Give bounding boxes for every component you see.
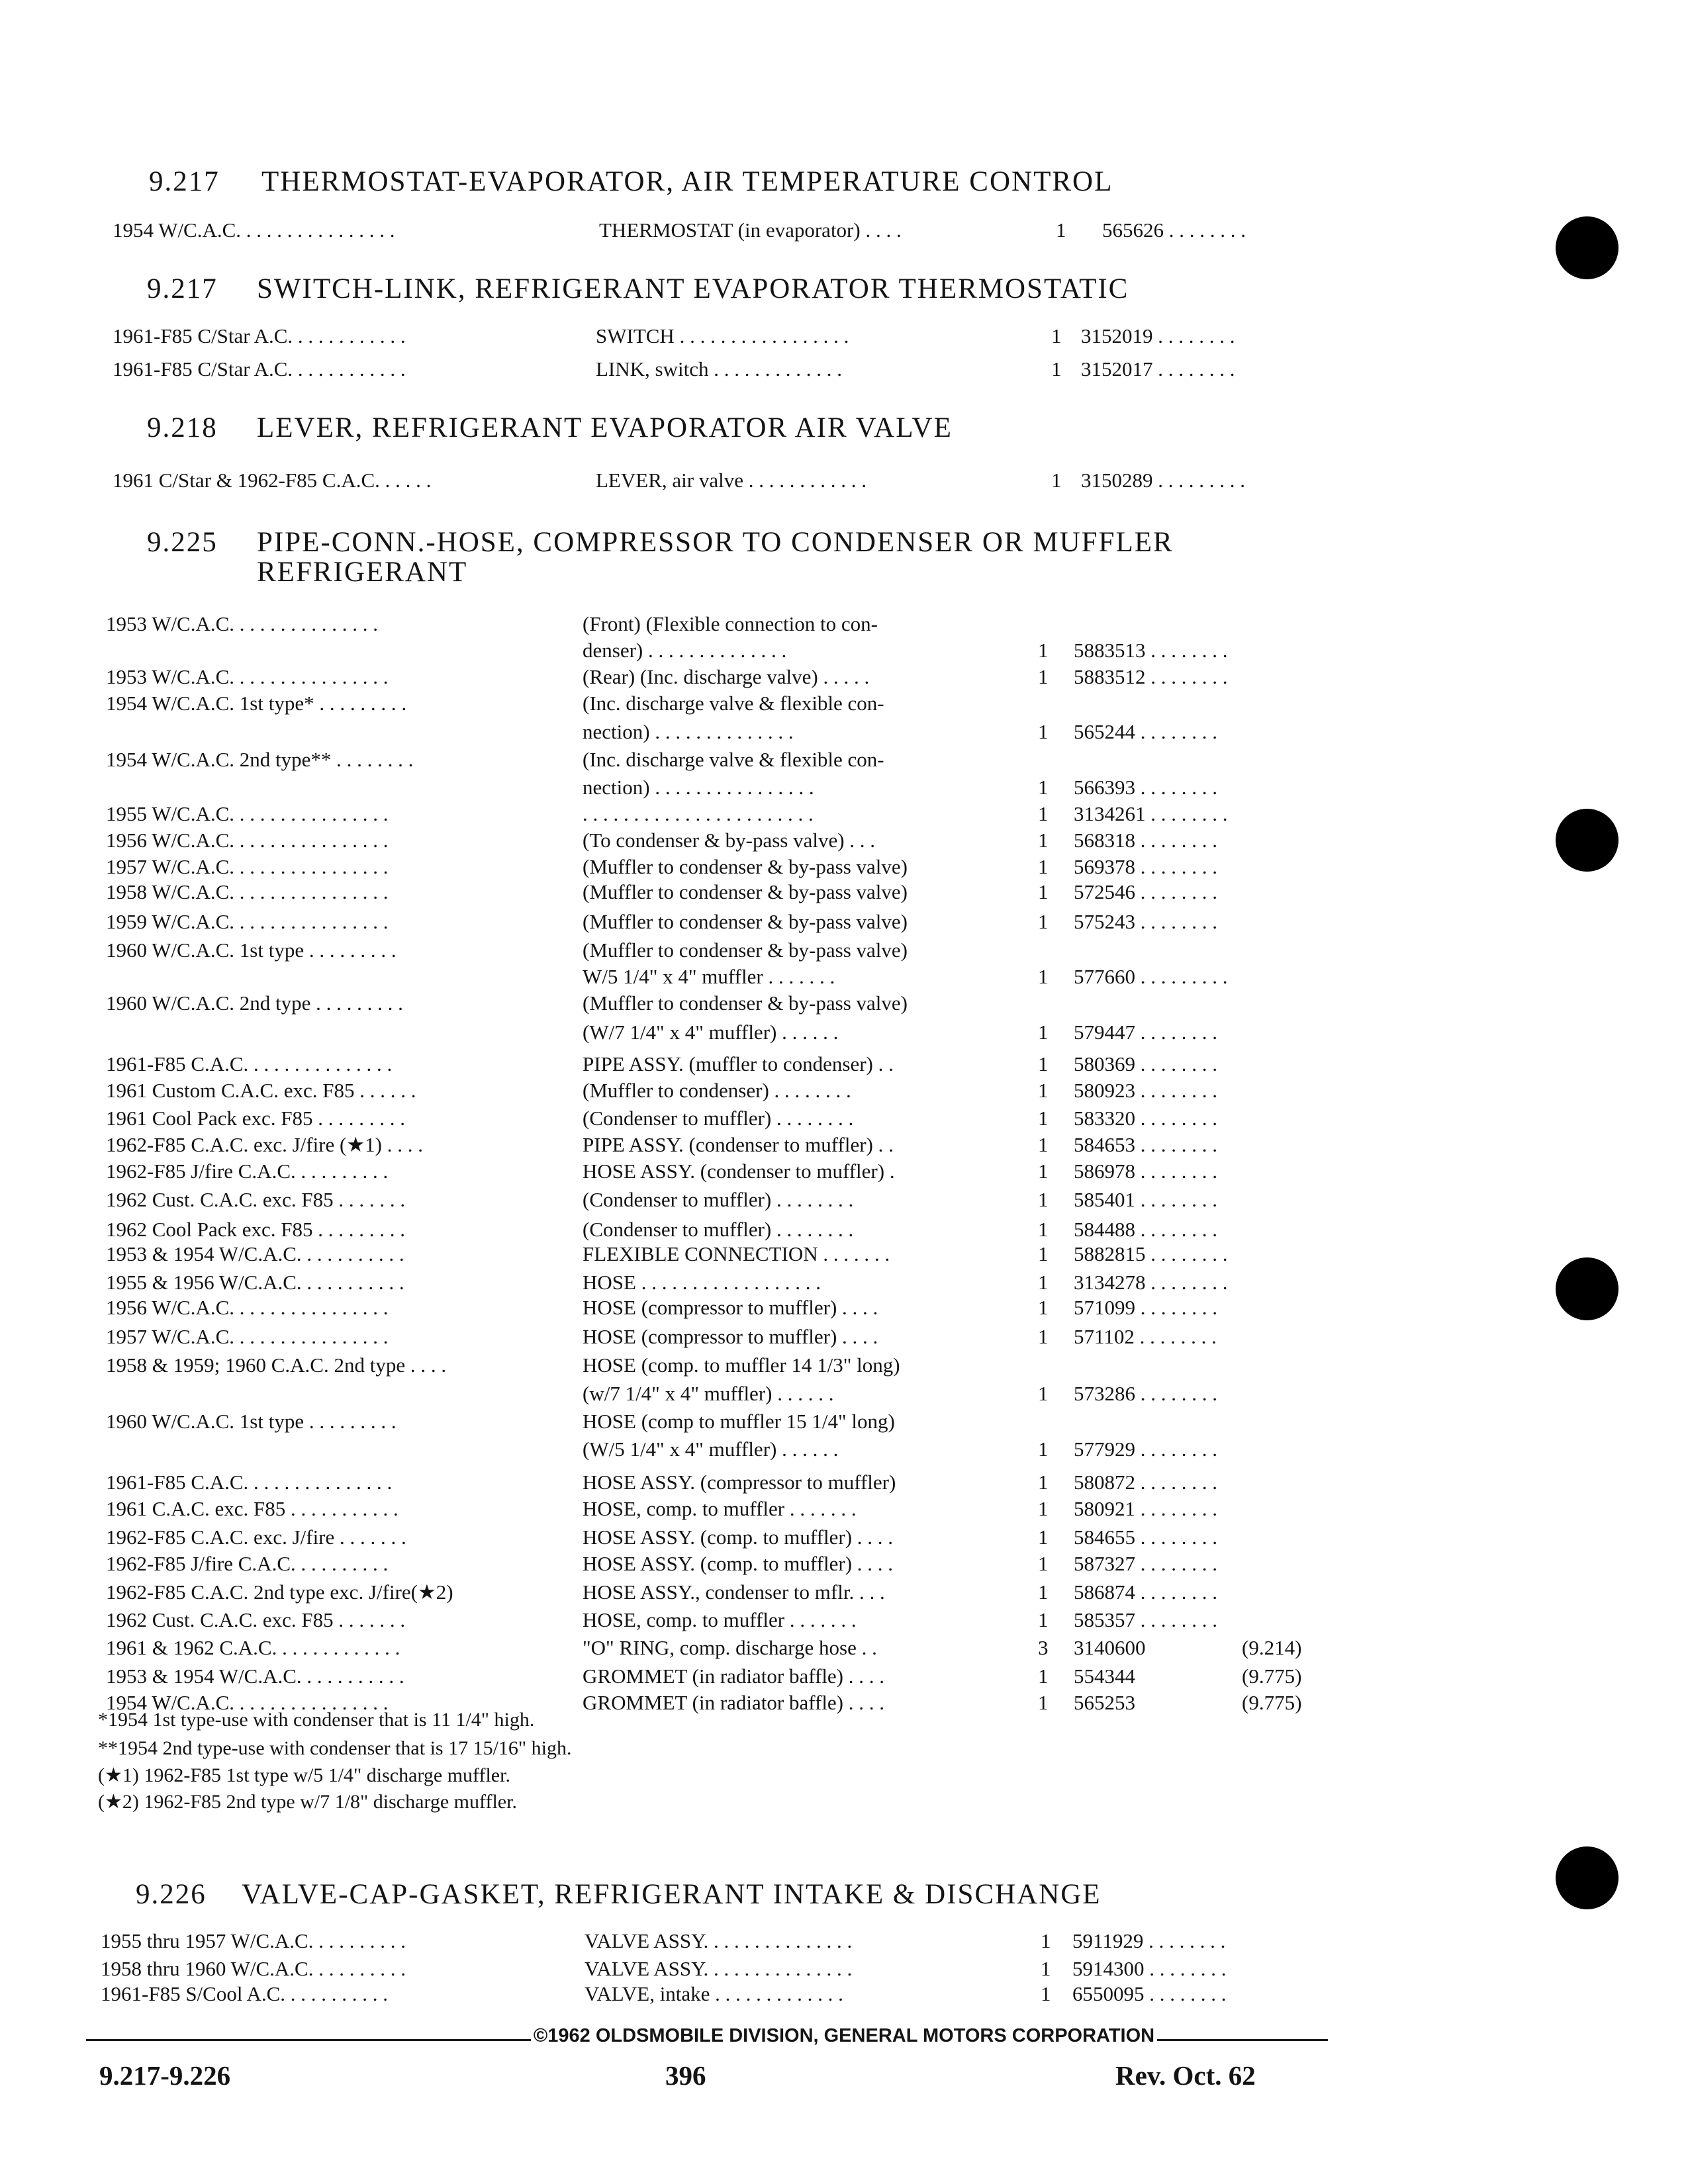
model-cell: 1961-F85 C/Star A.C. . . . . . . . . . . .	[113, 324, 406, 347]
quantity-cell: 1	[1038, 1021, 1049, 1044]
description-cell: HOSE, comp. to muffler . . . . . . .	[583, 1608, 857, 1631]
quantity-cell: 1	[1051, 469, 1062, 492]
table-row	[0, 1242, 1688, 1269]
model-cell: 1958 thru 1960 W/C.A.C. . . . . . . . . .	[101, 1957, 406, 1980]
section-title: THERMOSTAT-EVAPORATOR, AIR TEMPERATURE CONTROL	[261, 166, 1113, 197]
table-row	[0, 1353, 1688, 1380]
quantity-cell: 3	[1038, 1636, 1049, 1659]
section-title: LEVER, REFRIGERANT EVAPORATOR AIR VALVE	[257, 412, 953, 443]
quantity-cell: 1	[1038, 1608, 1049, 1631]
quantity-cell: 1	[1038, 1497, 1049, 1520]
part-number-cell: 5882815 . . . . . . . .	[1074, 1242, 1228, 1265]
table-row	[0, 965, 1688, 991]
model-cell: 1958 & 1959; 1960 C.A.C. 2nd type . . . .	[106, 1353, 447, 1377]
part-number-cell: 585357 . . . . . . . .	[1074, 1608, 1217, 1631]
part-number-cell: 583320 . . . . . . . .	[1074, 1107, 1217, 1130]
table-row	[0, 1271, 1688, 1297]
quantity-cell: 1	[1038, 1160, 1049, 1183]
quantity-cell: 1	[1038, 855, 1049, 878]
description-cell: (Muffler to condenser & by-pass valve)	[583, 910, 908, 933]
description-cell: (w/7 1/4" x 4" muffler) . . . . . .	[583, 1382, 834, 1405]
model-cell: 1953 W/C.A.C. . . . . . . . . . . . . . .	[106, 612, 379, 635]
model-cell: 1958 W/C.A.C. . . . . . . . . . . . . . . .	[106, 880, 389, 903]
quantity-cell: 1	[1041, 1982, 1051, 2005]
copyright-line	[0, 2025, 1688, 2047]
section-number: 9.217	[149, 166, 220, 197]
part-number-cell: 5883512 . . . . . . . .	[1074, 665, 1228, 688]
quantity-cell: 1	[1041, 1929, 1051, 1952]
quantity-cell: 1	[1038, 1296, 1049, 1319]
part-number-cell: 569378 . . . . . . . .	[1074, 855, 1217, 878]
quantity-cell: 1	[1038, 829, 1049, 852]
table-row	[0, 357, 1688, 384]
model-cell: 1959 W/C.A.C. . . . . . . . . . . . . . . .	[106, 910, 389, 933]
description-cell: (Muffler to condenser & by-pass valve)	[583, 991, 908, 1015]
table-row	[0, 1188, 1688, 1214]
description-cell: GROMMET (in radiator baffle) . . . .	[583, 1691, 885, 1714]
part-number-cell: 568318 . . . . . . . .	[1074, 829, 1217, 852]
table-row	[0, 1664, 1688, 1691]
part-number-cell: 566393 . . . . . . . .	[1074, 776, 1217, 799]
part-number-cell: 565253	[1074, 1691, 1135, 1714]
model-cell: 1961 C/Star & 1962-F85 C.A.C. . . . . .	[113, 469, 432, 492]
model-cell: 1961-F85 C/Star A.C. . . . . . . . . . . .	[113, 357, 406, 381]
part-number-cell: 565626 . . . . . . . .	[1102, 218, 1246, 242]
quantity-cell: 1	[1038, 910, 1049, 933]
model-cell: 1954 W/C.A.C. 2nd type** . . . . . . . .	[106, 748, 414, 771]
description-cell: "O" RING, comp. discharge hose . .	[583, 1636, 877, 1659]
model-cell: 1960 W/C.A.C. 2nd type . . . . . . . . .	[106, 991, 403, 1015]
description-cell: (Inc. discharge valve & flexible con-	[583, 692, 884, 715]
part-number-cell: 580923 . . . . . . . .	[1074, 1079, 1217, 1102]
description-cell: THERMOSTAT (in evaporator) . . . .	[599, 218, 902, 242]
part-number-cell: 3140600	[1074, 1636, 1146, 1659]
part-number-cell: 5914300 . . . . . . . .	[1072, 1957, 1227, 1980]
model-cell: 1955 & 1956 W/C.A.C. . . . . . . . . . .	[106, 1271, 404, 1294]
table-row	[0, 748, 1688, 774]
part-number-cell: 587327 . . . . . . . .	[1074, 1552, 1217, 1575]
section-number: 9.226	[136, 1879, 207, 1910]
quantity-cell: 1	[1038, 1052, 1049, 1075]
model-cell: 1953 & 1954 W/C.A.C. . . . . . . . . . .	[106, 1242, 404, 1265]
section-number: 9.225	[147, 527, 218, 558]
part-number-cell: 5883513 . . . . . . . .	[1074, 639, 1228, 662]
part-number-cell: 577660 . . . . . . . . .	[1074, 965, 1228, 988]
model-cell: 1961-F85 C.A.C. . . . . . . . . . . . . . .	[106, 1052, 393, 1075]
table-row	[0, 910, 1688, 936]
table-row	[0, 1580, 1688, 1607]
table-row	[0, 855, 1688, 882]
quantity-cell: 1	[1038, 1242, 1049, 1265]
quantity-cell: 1	[1038, 1664, 1049, 1688]
quantity-cell: 1	[1051, 324, 1062, 347]
model-cell: 1960 W/C.A.C. 1st type . . . . . . . . .	[106, 1410, 397, 1433]
description-cell: HOSE ASSY., condenser to mflr. . . .	[583, 1580, 885, 1604]
footnote: (★2) 1962-F85 2nd type w/7 1/8" discharge muffler.	[98, 1791, 517, 1813]
section-title-line2: REFRIGERANT	[257, 557, 468, 588]
binder-hole	[1556, 1846, 1618, 1909]
table-row	[0, 829, 1688, 855]
description-cell: HOSE (compressor to muffler) . . . .	[583, 1325, 878, 1348]
description-cell: (Muffler to condenser & by-pass valve)	[583, 880, 908, 903]
part-number-cell: 584655 . . . . . . . .	[1074, 1525, 1217, 1549]
revision-date: Rev. Oct. 62	[1115, 2060, 1256, 2091]
model-cell: 1957 W/C.A.C. . . . . . . . . . . . . . . .	[106, 855, 389, 878]
model-cell: 1953 W/C.A.C. . . . . . . . . . . . . . . .	[106, 665, 389, 688]
description-cell: (Condenser to muffler) . . . . . . . .	[583, 1107, 854, 1130]
part-number-cell: 584653 . . . . . . . .	[1074, 1133, 1217, 1156]
model-cell: 1961 Custom C.A.C. exc. F85 . . . . . .	[106, 1079, 416, 1102]
description-cell: HOSE ASSY. (condenser to muffler) .	[583, 1160, 895, 1183]
table-row	[0, 1636, 1688, 1662]
model-cell: 1955 W/C.A.C. . . . . . . . . . . . . . . .	[106, 802, 389, 825]
table-row	[0, 612, 1688, 639]
description-cell: VALVE, intake . . . . . . . . . . . . .	[585, 1982, 843, 2005]
part-number-cell: 5911929 . . . . . . . .	[1072, 1929, 1226, 1952]
table-row	[0, 1133, 1688, 1160]
quantity-cell: 1	[1038, 1382, 1049, 1405]
model-cell: 1954 W/C.A.C. . . . . . . . . . . . . . . .	[106, 1691, 389, 1714]
model-cell: 1962-F85 J/fire C.A.C. . . . . . . . . .	[106, 1160, 389, 1183]
copyright-text: ©1962 OLDSMOBILE DIVISION, GENERAL MOTORS CORPORATION	[531, 2025, 1157, 2046]
model-cell: 1962-F85 J/fire C.A.C. . . . . . . . . .	[106, 1552, 389, 1575]
table-row	[0, 1525, 1688, 1552]
table-row	[0, 1325, 1688, 1351]
model-cell: 1961-F85 S/Cool A.C. . . . . . . . . . .	[101, 1982, 389, 2005]
model-cell: 1957 W/C.A.C. . . . . . . . . . . . . . . .	[106, 1325, 389, 1348]
part-number-cell: 6550095 . . . . . . . .	[1072, 1982, 1227, 2005]
table-row	[0, 1497, 1688, 1524]
model-cell: 1962 Cust. C.A.C. exc. F85 . . . . . . .	[106, 1608, 406, 1631]
description-cell: PIPE ASSY. (muffler to condenser) . .	[583, 1052, 894, 1075]
quantity-cell: 1	[1038, 720, 1049, 743]
table-row	[0, 1021, 1688, 1047]
quantity-cell: 1	[1038, 776, 1049, 799]
quantity-cell: 1	[1038, 1525, 1049, 1549]
quantity-cell: 1	[1038, 802, 1049, 825]
table-row	[0, 665, 1688, 692]
part-number-cell: 571102 . . . . . . . .	[1074, 1325, 1217, 1348]
quantity-cell: 1	[1038, 1691, 1049, 1714]
part-number-cell: 554344	[1074, 1664, 1135, 1688]
section-title: PIPE-CONN.-HOSE, COMPRESSOR TO CONDENSER OR MUFFLER	[257, 527, 1174, 558]
model-cell: 1954 W/C.A.C. 1st type* . . . . . . . . .	[106, 692, 407, 715]
table-row	[0, 938, 1688, 965]
description-cell: denser) . . . . . . . . . . . . . .	[583, 639, 787, 662]
footnote: (★1) 1962-F85 1st type w/5 1/4" discharge muffler.	[98, 1764, 510, 1786]
table-row	[0, 1107, 1688, 1133]
table-row	[0, 1957, 1688, 1983]
reference-cell: (9.214)	[1242, 1636, 1302, 1659]
description-cell: (W/5 1/4" x 4" muffler) . . . . . .	[583, 1437, 839, 1461]
part-number-cell: 584488 . . . . . . . .	[1074, 1218, 1217, 1241]
section-title: SWITCH-LINK, REFRIGERANT EVAPORATOR THERMOSTATIC	[257, 273, 1129, 304]
model-cell: 1961 & 1962 C.A.C. . . . . . . . . . . . .	[106, 1636, 400, 1659]
description-cell: (W/7 1/4" x 4" muffler) . . . . . .	[583, 1021, 839, 1044]
table-row	[0, 720, 1688, 747]
description-cell: SWITCH . . . . . . . . . . . . . . . . .	[596, 324, 849, 347]
quantity-cell: 1	[1038, 1218, 1049, 1241]
part-number-cell: 586978 . . . . . . . .	[1074, 1160, 1217, 1183]
table-row	[0, 1410, 1688, 1436]
table-row	[0, 1471, 1688, 1497]
model-cell: 1961-F85 C.A.C. . . . . . . . . . . . . . .	[106, 1471, 393, 1494]
model-cell: 1962-F85 C.A.C. exc. J/fire (★1) . . . .	[106, 1133, 423, 1156]
part-number-cell: 580872 . . . . . . . .	[1074, 1471, 1217, 1494]
description-cell: VALVE ASSY. . . . . . . . . . . . . . .	[585, 1957, 853, 1980]
section-number: 9.218	[147, 412, 218, 443]
model-cell: 1962 Cust. C.A.C. exc. F85 . . . . . . .	[106, 1188, 406, 1211]
quantity-cell: 1	[1038, 1325, 1049, 1348]
table-row	[0, 1608, 1688, 1635]
model-cell: 1962 Cool Pack exc. F85 . . . . . . . . .	[106, 1218, 406, 1241]
description-cell: (To condenser & by-pass valve) . . .	[583, 829, 876, 852]
table-row	[0, 1218, 1688, 1244]
part-number-cell: 3134261 . . . . . . . .	[1074, 802, 1228, 825]
description-cell: HOSE, comp. to muffler . . . . . . .	[583, 1497, 857, 1520]
part-number-cell: 579447 . . . . . . . .	[1074, 1021, 1217, 1044]
model-cell: 1953 & 1954 W/C.A.C. . . . . . . . . . .	[106, 1664, 404, 1688]
description-cell: HOSE (comp. to muffler 14 1/3" long)	[583, 1353, 900, 1377]
page-number: 396	[665, 2060, 706, 2091]
part-number-cell: 577929 . . . . . . . .	[1074, 1437, 1217, 1461]
quantity-cell: 1	[1038, 880, 1049, 903]
table-row	[0, 802, 1688, 829]
description-cell: nection) . . . . . . . . . . . . . . . .	[583, 776, 814, 799]
model-cell: 1955 thru 1957 W/C.A.C. . . . . . . . . .	[101, 1929, 406, 1952]
table-row	[0, 991, 1688, 1018]
quantity-cell: 1	[1041, 1957, 1051, 1980]
quantity-cell: 1	[1038, 1079, 1049, 1102]
description-cell: . . . . . . . . . . . . . . . . . . . . . . .	[583, 802, 814, 825]
description-cell: HOSE ASSY. (comp. to muffler) . . . .	[583, 1552, 894, 1575]
table-row	[0, 639, 1688, 665]
table-row	[0, 218, 1688, 245]
table-row	[0, 692, 1688, 718]
part-number-cell: 586874 . . . . . . . .	[1074, 1580, 1217, 1604]
description-cell: HOSE . . . . . . . . . . . . . . . . . .	[583, 1271, 821, 1294]
part-number-cell: 580921 . . . . . . . .	[1074, 1497, 1217, 1520]
table-row	[0, 1160, 1688, 1186]
quantity-cell: 1	[1038, 965, 1049, 988]
quantity-cell: 1	[1038, 665, 1049, 688]
table-row	[0, 1382, 1688, 1408]
model-cell: 1961 C.A.C. exc. F85 . . . . . . . . . . .	[106, 1497, 399, 1520]
section-range: 9.217-9.226	[99, 2060, 231, 2091]
table-row	[0, 776, 1688, 802]
description-cell: VALVE ASSY. . . . . . . . . . . . . . .	[585, 1929, 853, 1952]
reference-cell: (9.775)	[1242, 1691, 1302, 1714]
part-number-cell: 573286 . . . . . . . .	[1074, 1382, 1217, 1405]
description-cell: W/5 1/4" x 4" muffler . . . . . . .	[583, 965, 835, 988]
model-cell: 1961 Cool Pack exc. F85 . . . . . . . . .	[106, 1107, 406, 1130]
quantity-cell: 1	[1038, 1471, 1049, 1494]
part-number-cell: 3134278 . . . . . . . .	[1074, 1271, 1228, 1294]
description-cell: PIPE ASSY. (condenser to muffler) . .	[583, 1133, 894, 1156]
table-row	[0, 1079, 1688, 1105]
table-row	[0, 1929, 1688, 1956]
part-number-cell: 575243 . . . . . . . .	[1074, 910, 1217, 933]
description-cell: FLEXIBLE CONNECTION . . . . . . .	[583, 1242, 890, 1265]
description-cell: (Muffler to condenser & by-pass valve)	[583, 938, 908, 962]
quantity-cell: 1	[1051, 357, 1062, 381]
description-cell: LEVER, air valve . . . . . . . . . . . .	[596, 469, 867, 492]
part-number-cell: 565244 . . . . . . . .	[1074, 720, 1217, 743]
part-number-cell: 3152019 . . . . . . . .	[1081, 324, 1235, 347]
quantity-cell: 1	[1056, 218, 1066, 242]
table-row	[0, 324, 1688, 351]
description-cell: (Muffler to condenser) . . . . . . . .	[583, 1079, 851, 1102]
quantity-cell: 1	[1038, 639, 1049, 662]
part-number-cell: 580369 . . . . . . . .	[1074, 1052, 1217, 1075]
description-cell: (Rear) (Inc. discharge valve) . . . . .	[583, 665, 870, 688]
quantity-cell: 1	[1038, 1552, 1049, 1575]
table-row	[0, 880, 1688, 907]
footnote: **1954 2nd type-use with condenser that is 17 15/16" high.	[98, 1737, 572, 1759]
table-row	[0, 1052, 1688, 1079]
model-cell: 1956 W/C.A.C. . . . . . . . . . . . . . . .	[106, 829, 389, 852]
description-cell: HOSE (compressor to muffler) . . . .	[583, 1296, 878, 1319]
model-cell: 1962-F85 C.A.C. 2nd type exc. J/fire(★2)	[106, 1580, 453, 1604]
description-cell: nection) . . . . . . . . . . . . . .	[583, 720, 794, 743]
table-row	[0, 1296, 1688, 1322]
quantity-cell: 1	[1038, 1580, 1049, 1604]
description-cell: (Muffler to condenser & by-pass valve)	[583, 855, 908, 878]
model-cell: 1960 W/C.A.C. 1st type . . . . . . . . .	[106, 938, 397, 962]
description-cell: HOSE ASSY. (compressor to muffler)	[583, 1471, 896, 1494]
section-number: 9.217	[147, 273, 218, 304]
part-number-cell: 3150289 . . . . . . . . .	[1081, 469, 1245, 492]
description-cell: (Front) (Flexible connection to con-	[583, 612, 878, 635]
part-number-cell: 571099 . . . . . . . .	[1074, 1296, 1217, 1319]
quantity-cell: 1	[1038, 1271, 1049, 1294]
model-cell: 1956 W/C.A.C. . . . . . . . . . . . . . . .	[106, 1296, 389, 1319]
table-row	[0, 469, 1688, 495]
table-row	[0, 1552, 1688, 1578]
model-cell: 1962-F85 C.A.C. exc. J/fire . . . . . . .	[106, 1525, 406, 1549]
description-cell: GROMMET (in radiator baffle) . . . .	[583, 1664, 885, 1688]
table-row	[0, 1437, 1688, 1464]
quantity-cell: 1	[1038, 1107, 1049, 1130]
description-cell: HOSE ASSY. (comp. to muffler) . . . .	[583, 1525, 894, 1549]
reference-cell: (9.775)	[1242, 1664, 1302, 1688]
description-cell: HOSE (comp to muffler 15 1/4" long)	[583, 1410, 895, 1433]
quantity-cell: 1	[1038, 1133, 1049, 1156]
model-cell: 1954 W/C.A.C. . . . . . . . . . . . . . . .	[113, 218, 395, 242]
table-row	[0, 1982, 1688, 2009]
part-number-cell: 572546 . . . . . . . .	[1074, 880, 1217, 903]
quantity-cell: 1	[1038, 1188, 1049, 1211]
description-cell: LINK, switch . . . . . . . . . . . . .	[596, 357, 842, 381]
description-cell: (Condenser to muffler) . . . . . . . .	[583, 1188, 854, 1211]
part-number-cell: 3152017 . . . . . . . .	[1081, 357, 1235, 381]
part-number-cell: 585401 . . . . . . . .	[1074, 1188, 1217, 1211]
footnote: *1954 1st type-use with condenser that is 11 1/4" high.	[98, 1709, 535, 1731]
section-title: VALVE-CAP-GASKET, REFRIGERANT INTAKE & DISCHANGE	[242, 1879, 1102, 1910]
description-cell: (Condenser to muffler) . . . . . . . .	[583, 1218, 854, 1241]
description-cell: (Inc. discharge valve & flexible con-	[583, 748, 884, 771]
quantity-cell: 1	[1038, 1437, 1049, 1461]
